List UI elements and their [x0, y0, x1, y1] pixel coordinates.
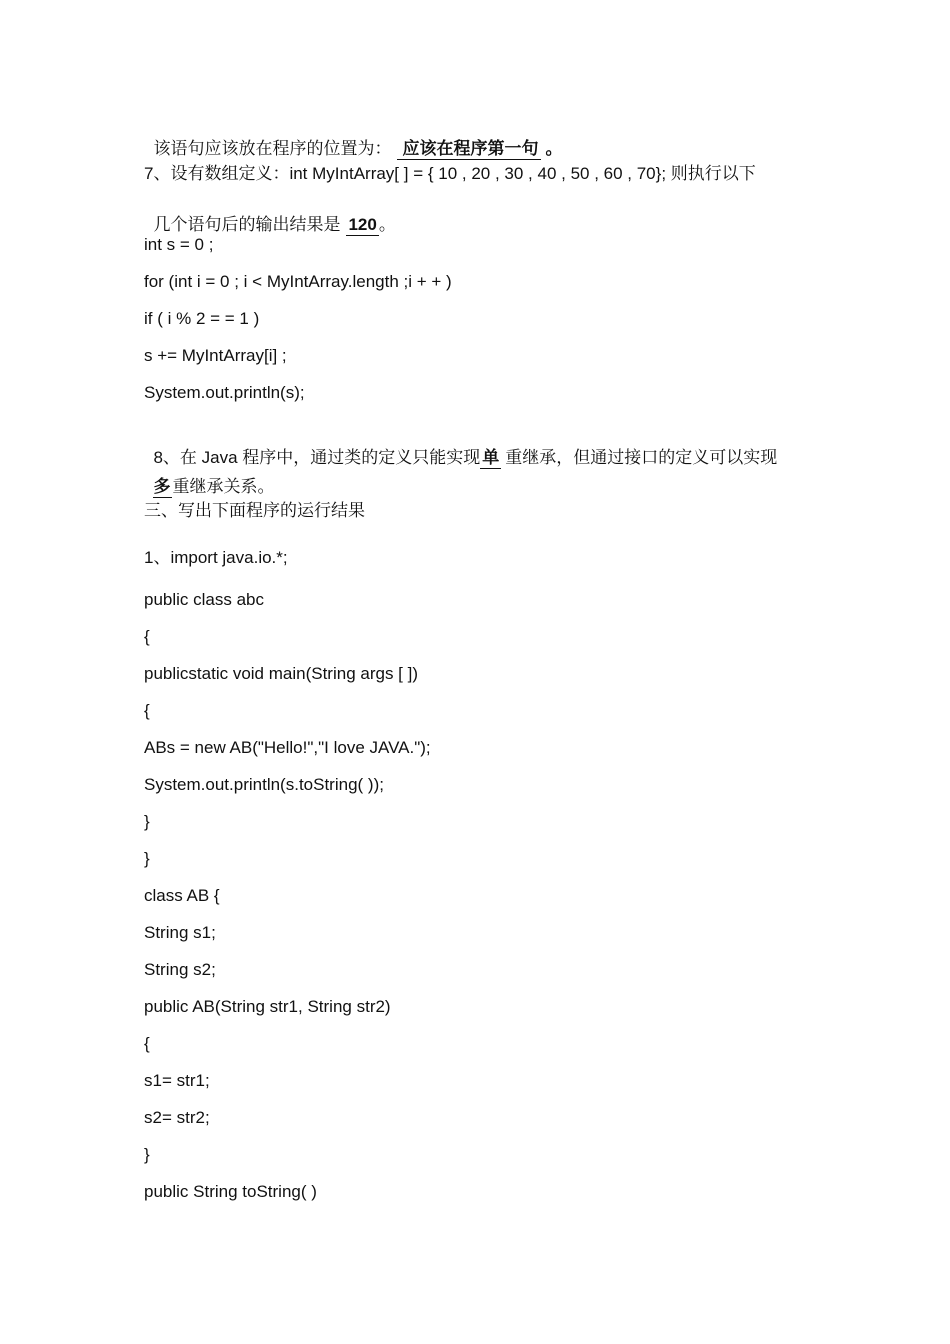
program-code-line: public String toString( ): [144, 1182, 317, 1201]
program-code-line: String s1;: [144, 923, 216, 942]
q6-prefix: 该语句应该放在程序的位置为：: [153, 139, 392, 158]
q8-line1-suffix: 重继承，但通过接口的定义可以实现: [505, 448, 778, 467]
q7-answer: 120: [348, 215, 377, 234]
program-code-line: class AB {: [144, 886, 220, 905]
q6-answer: 应该在程序第一句: [397, 139, 541, 160]
program-code-line: 1、import java.io.*;: [144, 548, 288, 567]
q7-line2-suffix: 。: [378, 215, 396, 234]
q7-code-line: for (int i = 0 ; i < MyIntArray.length ;i + + ): [144, 272, 452, 291]
program-code-line: s1= str1;: [144, 1071, 210, 1090]
program-code-line: System.out.println(s.toString( ));: [144, 775, 384, 794]
program-code-line: }: [144, 812, 150, 831]
q6-suffix: 。: [545, 139, 563, 158]
q7-code-line: s += MyIntArray[i] ;: [144, 346, 287, 365]
program-code-line: public class abc: [144, 590, 265, 609]
q7-code-line: int s = 0 ;: [144, 235, 214, 254]
q7-code-line: System.out.println(s);: [144, 383, 305, 402]
q7-code-line: if ( i % 2 = = 1 ): [144, 309, 260, 328]
q8-line2-suffix: 重继承关系。: [172, 477, 275, 496]
q6-answer-line: [144, 116, 562, 160]
program-code-line: public AB(String str1, String str2): [144, 997, 391, 1016]
q8-line2: [144, 454, 274, 498]
program-code-line: publicstatic void main(String args [ ]): [144, 664, 418, 683]
q8-answer2: 多: [153, 477, 171, 496]
q7-line2-prefix: 几个语句后的输出结果是: [153, 215, 341, 234]
program-code-line: {: [144, 627, 150, 646]
q7-line1: 7、设有数组定义：int MyIntArray[ ] = { 10 , 20 , 30 , 40 , 50 , 60 , 70}; 则执行以下: [144, 164, 756, 183]
program-code-line: String s2;: [144, 960, 216, 979]
program-code-line: }: [144, 1145, 150, 1164]
program-code-line: }: [144, 849, 150, 868]
program-code-line: ABs = new AB("Hello!","I love JAVA.");: [144, 738, 431, 757]
q8-line1-prefix: 8、在 Java 程序中，通过类的定义只能实现: [153, 448, 481, 467]
q8-answer1: 单: [482, 448, 500, 467]
section3-heading: 三、写出下面程序的运行结果: [144, 501, 365, 520]
q7-line2: [144, 192, 396, 236]
program-code-line: {: [144, 1034, 150, 1053]
program-code-line: s2= str2;: [144, 1108, 210, 1127]
program-code-line: {: [144, 701, 150, 720]
